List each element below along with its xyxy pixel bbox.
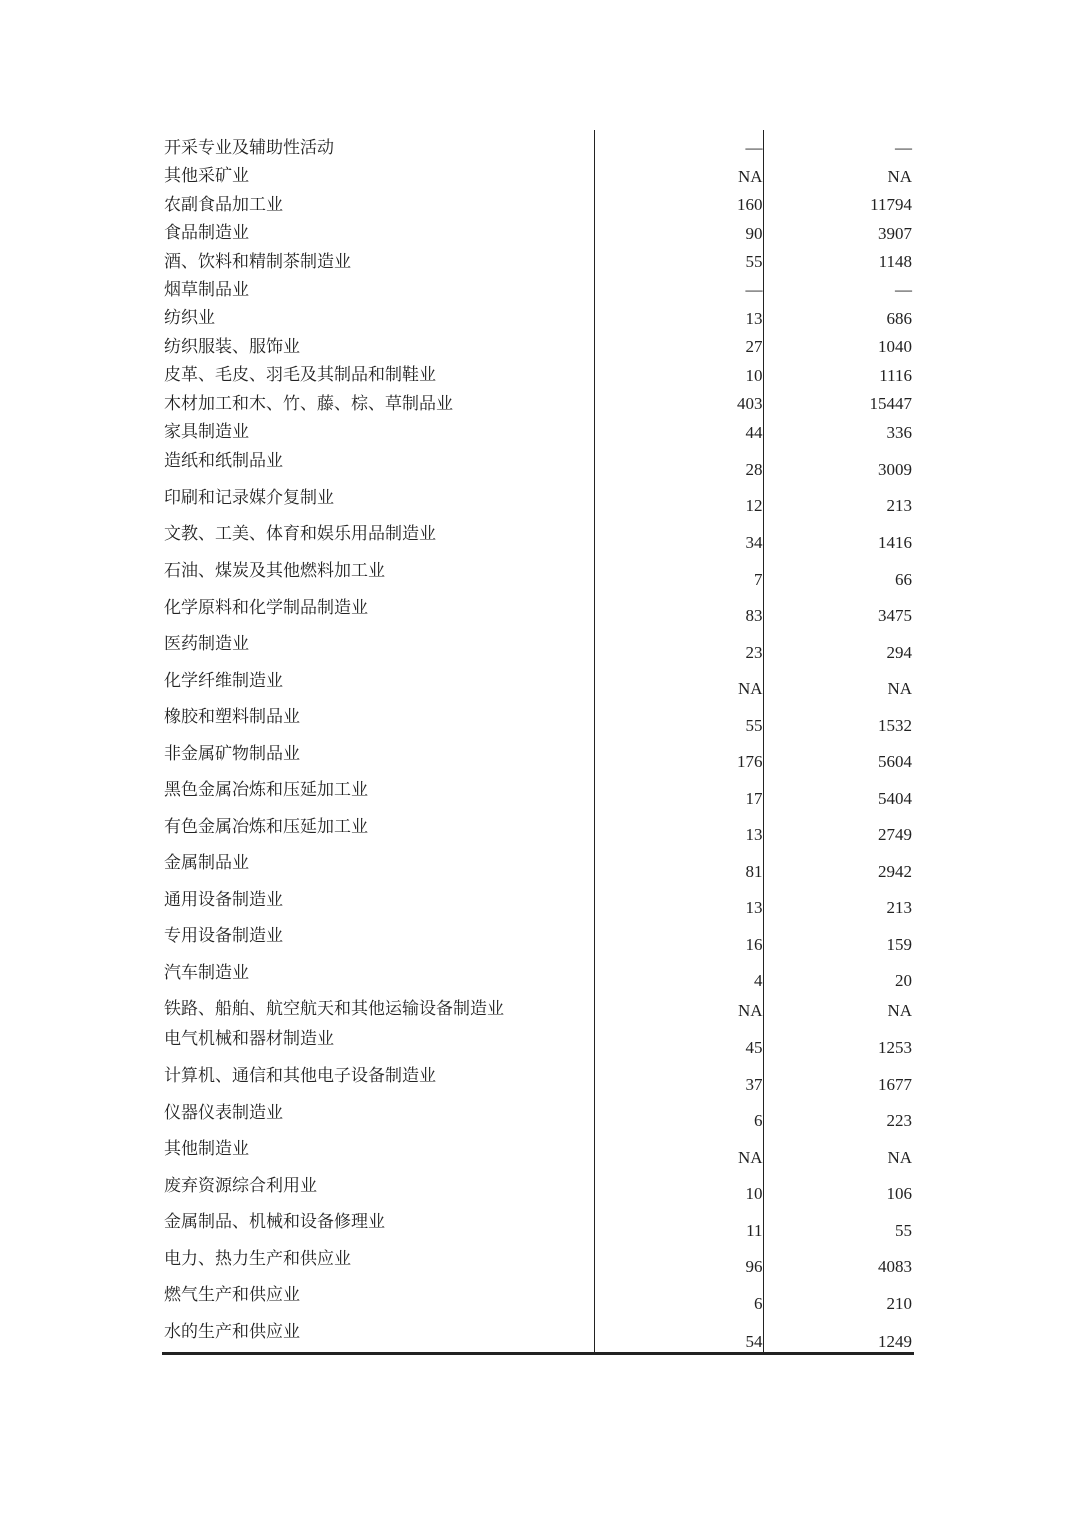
industry-name-cell: 纺织服装、服饰业 [164, 337, 300, 357]
value-b-cell: NA [887, 1001, 912, 1020]
table-row [162, 158, 914, 187]
industry-name-cell: 开采专业及辅助性活动 [164, 138, 334, 158]
industry-name-cell: 水的生产和供应业 [162, 1314, 594, 1353]
industry-name-cell: 其他采矿业 [164, 166, 249, 186]
value-a-cell: 55 [594, 699, 763, 736]
value-a-cell: 16 [594, 918, 763, 955]
value-b-cell: 5404 [878, 789, 912, 808]
value-b-cell: 11794 [870, 195, 912, 214]
value-a-cell: 34 [594, 516, 763, 553]
industry-name-cell: 化学纤维制造业 [164, 671, 283, 691]
table-row [162, 1131, 914, 1168]
table-row [162, 1095, 914, 1131]
industry-name-cell: 仪器仪表制造业 [164, 1103, 283, 1123]
table-row [162, 1277, 914, 1314]
value-b-cell: — [895, 138, 912, 157]
table-row [162, 991, 914, 1021]
value-a-cell: 27 [594, 329, 763, 357]
value-b-cell: 336 [886, 423, 912, 442]
industry-name-cell: 医药制造业 [164, 634, 249, 654]
value-b-cell: 210 [886, 1294, 912, 1313]
value-a-cell: 7 [594, 553, 763, 590]
table-row [162, 187, 914, 215]
value-b-cell: 2942 [878, 862, 912, 881]
value-b-cell: 1249 [763, 1314, 914, 1353]
value-a-cell: 23 [594, 626, 763, 663]
table-row [162, 357, 914, 386]
value-a-cell: 6 [594, 1095, 763, 1131]
value-b-cell: 1677 [878, 1075, 912, 1094]
value-b-cell: 1416 [878, 533, 912, 552]
industry-name-cell: 汽车制造业 [164, 963, 249, 983]
table-row [162, 590, 914, 626]
industry-name-cell: 皮革、毛皮、羽毛及其制品和制鞋业 [164, 365, 436, 385]
industry-name-cell: 铁路、船舶、航空航天和其他运输设备制造业 [164, 999, 504, 1019]
industry-name-cell: 黑色金属冶炼和压延加工业 [164, 780, 368, 800]
industry-name-cell: 石油、煤炭及其他燃料加工业 [164, 561, 385, 581]
value-a-cell: 83 [594, 590, 763, 626]
table-row [162, 918, 914, 955]
value-a-cell: 6 [594, 1277, 763, 1314]
value-a-cell: 81 [594, 845, 763, 882]
value-b-cell: 1116 [879, 366, 912, 385]
value-a-cell: 13 [594, 300, 763, 329]
value-b-cell: 2749 [878, 825, 912, 844]
value-b-cell: 159 [886, 935, 912, 954]
value-a-cell: 55 [594, 244, 763, 272]
table-row [162, 626, 914, 663]
table-row [162, 215, 914, 244]
table-row [162, 130, 914, 158]
value-a-cell: 13 [594, 809, 763, 845]
value-a-cell: 90 [594, 215, 763, 244]
value-a-cell: 11 [594, 1204, 763, 1241]
table-row [162, 1021, 914, 1058]
value-b-cell: 20 [895, 971, 912, 990]
value-b-cell: 55 [895, 1221, 912, 1240]
value-b-cell: 223 [886, 1111, 912, 1130]
table-row [162, 516, 914, 553]
value-a-cell: 96 [594, 1241, 763, 1277]
industry-name-cell: 计算机、通信和其他电子设备制造业 [164, 1066, 436, 1086]
table-row [162, 414, 914, 443]
table-row [162, 1314, 914, 1353]
value-a-cell: 176 [594, 736, 763, 772]
industry-name-cell: 电力、热力生产和供应业 [164, 1249, 351, 1269]
industry-name-cell: 造纸和纸制品业 [164, 451, 283, 471]
industry-name-cell: 橡胶和塑料制品业 [164, 707, 300, 727]
value-b-cell: 4083 [878, 1257, 912, 1276]
value-a-cell: 160 [594, 187, 763, 215]
table-row [162, 272, 914, 300]
value-b-cell: 686 [886, 309, 912, 328]
table-row [162, 955, 914, 991]
table-row [162, 300, 914, 329]
value-b-cell: NA [887, 679, 912, 698]
value-b-cell: 213 [886, 898, 912, 917]
value-b-cell: 3475 [878, 606, 912, 625]
table-row [162, 663, 914, 699]
industry-name-cell: 燃气生产和供应业 [164, 1285, 300, 1305]
industry-name-cell: 通用设备制造业 [164, 890, 283, 910]
value-a-cell: 10 [594, 1168, 763, 1204]
industry-name-cell: 木材加工和木、竹、藤、棕、草制品业 [164, 394, 453, 414]
value-b-cell: 5604 [878, 752, 912, 771]
value-b-cell: 3907 [878, 224, 912, 243]
value-a-cell: 12 [594, 480, 763, 516]
table-row [162, 882, 914, 918]
value-a-cell: NA [594, 663, 763, 699]
industry-name-cell: 纺织业 [164, 308, 215, 328]
value-b-cell: NA [887, 167, 912, 186]
industry-table [162, 130, 914, 1355]
value-b-cell: 1040 [878, 337, 912, 356]
industry-table-body [162, 130, 914, 1353]
industry-name-cell: 电气机械和器材制造业 [164, 1029, 334, 1049]
industry-name-cell: 烟草制品业 [164, 280, 249, 300]
value-a-cell: — [594, 272, 763, 300]
industry-name-cell: 酒、饮料和精制茶制造业 [164, 252, 351, 272]
industry-name-cell: 废弃资源综合利用业 [164, 1176, 317, 1196]
value-a-cell: 45 [594, 1021, 763, 1058]
value-b-cell: 1148 [878, 252, 912, 271]
value-b-cell: 294 [886, 643, 912, 662]
value-b-cell: 1253 [878, 1038, 912, 1057]
value-a-cell: — [594, 130, 763, 158]
table-row [162, 386, 914, 414]
industry-name-cell: 农副食品加工业 [164, 195, 283, 215]
value-b-cell: NA [887, 1148, 912, 1167]
value-a-cell: NA [594, 991, 763, 1021]
value-a-cell: 403 [594, 386, 763, 414]
value-b-cell: 106 [886, 1184, 912, 1203]
table-row [162, 1168, 914, 1204]
industry-name-cell: 文教、工美、体育和娱乐用品制造业 [164, 524, 436, 544]
value-a-cell: 37 [594, 1058, 763, 1095]
value-a-cell: 13 [594, 882, 763, 918]
value-b-cell: 3009 [878, 460, 912, 479]
value-a-cell: 10 [594, 357, 763, 386]
table-row [162, 699, 914, 736]
industry-name-cell: 专用设备制造业 [164, 926, 283, 946]
value-a-cell: 44 [594, 414, 763, 443]
table-row [162, 443, 914, 480]
value-b-cell: — [895, 280, 912, 299]
value-b-cell: 15447 [869, 394, 912, 413]
industry-name-cell: 金属制品、机械和设备修理业 [164, 1212, 385, 1232]
industry-name-cell: 家具制造业 [164, 422, 249, 442]
industry-name-cell: 金属制品业 [164, 853, 249, 873]
table-row [162, 772, 914, 809]
table-row [162, 1204, 914, 1241]
value-a-cell: NA [594, 1131, 763, 1168]
table-row [162, 480, 914, 516]
table-row [162, 329, 914, 357]
value-a-cell: NA [594, 158, 763, 187]
industry-name-cell: 有色金属冶炼和压延加工业 [164, 817, 368, 837]
table-row [162, 736, 914, 772]
value-a-cell: 17 [594, 772, 763, 809]
value-b-cell: 1532 [878, 716, 912, 735]
industry-name-cell: 化学原料和化学制品制造业 [164, 598, 368, 618]
industry-name-cell: 其他制造业 [164, 1139, 249, 1159]
table-row [162, 809, 914, 845]
value-a-cell: 4 [594, 955, 763, 991]
table-row [162, 845, 914, 882]
industry-name-cell: 印刷和记录媒介复制业 [164, 488, 334, 508]
table-row [162, 553, 914, 590]
table-row [162, 1058, 914, 1095]
value-b-cell: 66 [895, 570, 912, 589]
table-row [162, 1241, 914, 1277]
value-a-cell: 54 [594, 1314, 763, 1353]
industry-name-cell: 非金属矿物制品业 [164, 744, 300, 764]
value-b-cell: 213 [886, 496, 912, 515]
industry-name-cell: 食品制造业 [164, 223, 249, 243]
value-a-cell: 28 [594, 443, 763, 480]
table-row [162, 244, 914, 272]
